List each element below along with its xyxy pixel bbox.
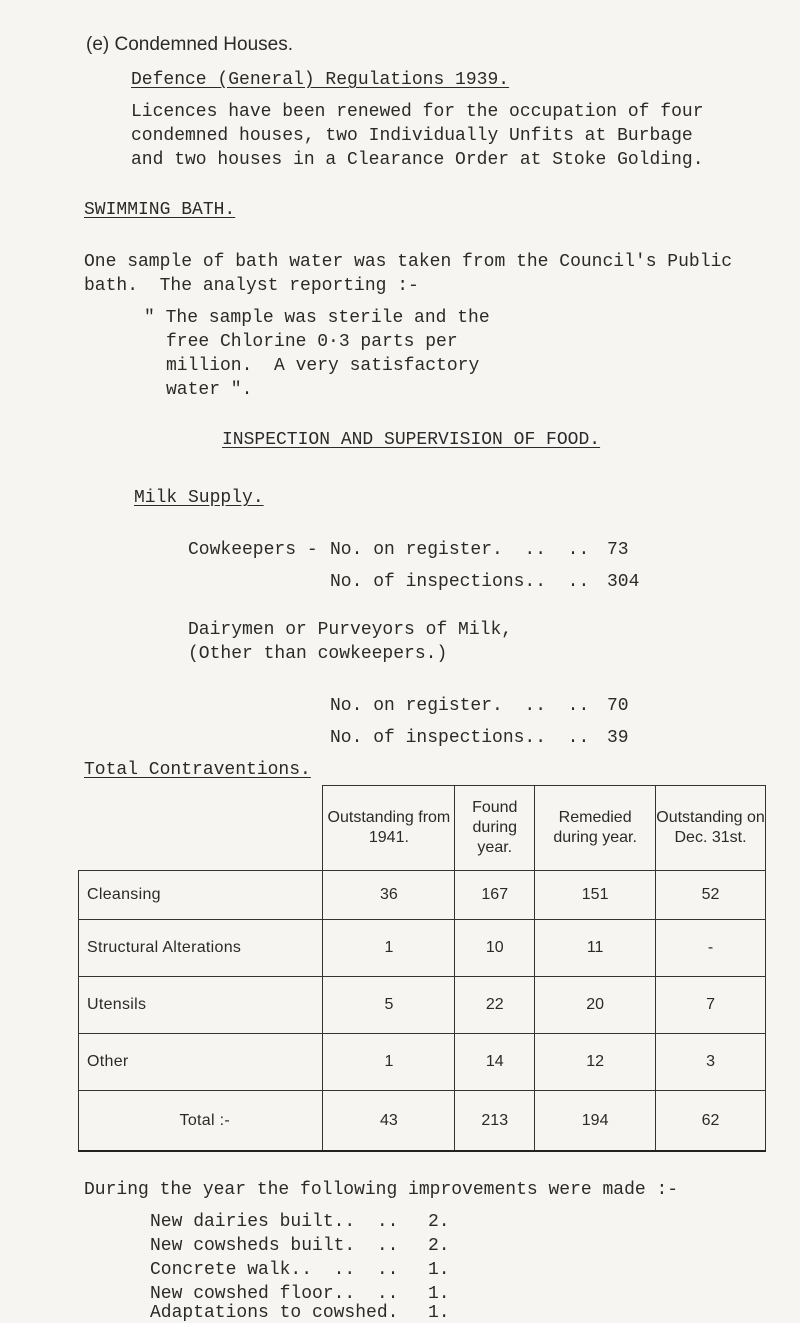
cowkeepers-label: Cowkeepers -	[188, 540, 318, 560]
swimming-para-line-1: One sample of bath water was taken from the Council's Public	[84, 252, 733, 272]
swimming-para-line-2: bath. The analyst reporting :-	[84, 276, 419, 296]
cell: 22	[455, 977, 535, 1034]
cell: 1	[323, 920, 455, 977]
table-row	[79, 977, 766, 1034]
cell: 14	[455, 1034, 535, 1091]
table-header-row	[79, 786, 766, 871]
cell: 7	[656, 977, 766, 1034]
column-header-outstanding-1941: Outstanding from 1941.	[323, 786, 455, 871]
improvement-item-value: 2.	[428, 1212, 450, 1232]
table-total-row	[79, 1091, 766, 1152]
section-title: (e) Condemned Houses.	[86, 34, 293, 55]
improvements-intro: During the year the following improvements were made :-	[84, 1180, 679, 1200]
row-label: Total :-	[79, 1091, 323, 1152]
improvement-item-value: 1.	[428, 1303, 450, 1323]
regulation-title: Defence (General) Regulations 1939.	[131, 70, 510, 90]
cell: 11	[535, 920, 656, 977]
column-header-remedied: Remedied during year.	[535, 786, 656, 871]
cell: 5	[323, 977, 455, 1034]
improvement-item-label: Adaptations to cowshed.	[150, 1303, 399, 1323]
column-header-outstanding-dec: Outstanding on Dec. 31st.	[656, 786, 766, 871]
cell: 43	[323, 1091, 455, 1152]
analyst-quote-line-4: water ".	[166, 380, 253, 400]
cell: 62	[656, 1091, 766, 1152]
cowkeepers-register-label: No. on register. .. ..	[330, 540, 590, 560]
cell: 167	[455, 871, 535, 920]
dairymen-label-line-2: (Other than cowkeepers.)	[188, 644, 448, 664]
table-corner	[79, 786, 323, 871]
cell: 1	[323, 1034, 455, 1091]
food-heading: INSPECTION AND SUPERVISION OF FOOD.	[222, 430, 601, 450]
row-label: Utensils	[79, 977, 323, 1034]
cell: 194	[535, 1091, 656, 1152]
improvement-item-label: New cowshed floor.. ..	[150, 1284, 399, 1304]
cell: 12	[535, 1034, 656, 1091]
cowkeepers-register-value: 73	[607, 540, 629, 560]
dairymen-inspections-label: No. of inspections.. ..	[330, 728, 590, 748]
dairymen-label-line-1: Dairymen or Purveyors of Milk,	[188, 620, 513, 640]
improvement-item-value: 1.	[428, 1284, 450, 1304]
improvement-item-label: New cowsheds built. ..	[150, 1236, 399, 1256]
dairymen-register-label: No. on register. .. ..	[330, 696, 590, 716]
cowkeepers-inspections-label: No. of inspections.. ..	[330, 572, 590, 592]
dairymen-register-value: 70	[607, 696, 629, 716]
contraventions-heading: Total Contraventions.	[84, 760, 311, 780]
cell: 3	[656, 1034, 766, 1091]
cell: 213	[455, 1091, 535, 1152]
column-header-found: Found during year.	[455, 786, 535, 871]
cell: -	[656, 920, 766, 977]
licences-line-2: condemned houses, two Individually Unfits at Burbage	[131, 126, 693, 146]
contraventions-table	[78, 785, 766, 1152]
dairymen-inspections-value: 39	[607, 728, 629, 748]
cell: 151	[535, 871, 656, 920]
cell: 20	[535, 977, 656, 1034]
table-row	[79, 871, 766, 920]
cell: 36	[323, 871, 455, 920]
analyst-quote-line-3: million. A very satisfactory	[166, 356, 480, 376]
cowkeepers-inspections-value: 304	[607, 572, 640, 592]
licences-line-3: and two houses in a Clearance Order at Stoke Golding.	[131, 150, 704, 170]
row-label: Cleansing	[79, 871, 323, 920]
table-row	[79, 920, 766, 977]
cell: 10	[455, 920, 535, 977]
licences-line-1: Licences have been renewed for the occupation of four	[131, 102, 704, 122]
improvement-item-value: 2.	[428, 1236, 450, 1256]
improvement-item-label: Concrete walk.. .. ..	[150, 1260, 399, 1280]
row-label: Structural Alterations	[79, 920, 323, 977]
row-label: Other	[79, 1034, 323, 1091]
milk-supply-heading: Milk Supply.	[134, 488, 264, 508]
swimming-heading: SWIMMING BATH.	[84, 200, 236, 220]
cell: 52	[656, 871, 766, 920]
table-row	[79, 1034, 766, 1091]
analyst-quote-line-1: " The sample was sterile and the	[144, 308, 490, 328]
improvement-item-label: New dairies built.. ..	[150, 1212, 399, 1232]
improvement-item-value: 1.	[428, 1260, 450, 1280]
analyst-quote-line-2: free Chlorine 0·3 parts per	[166, 332, 458, 352]
